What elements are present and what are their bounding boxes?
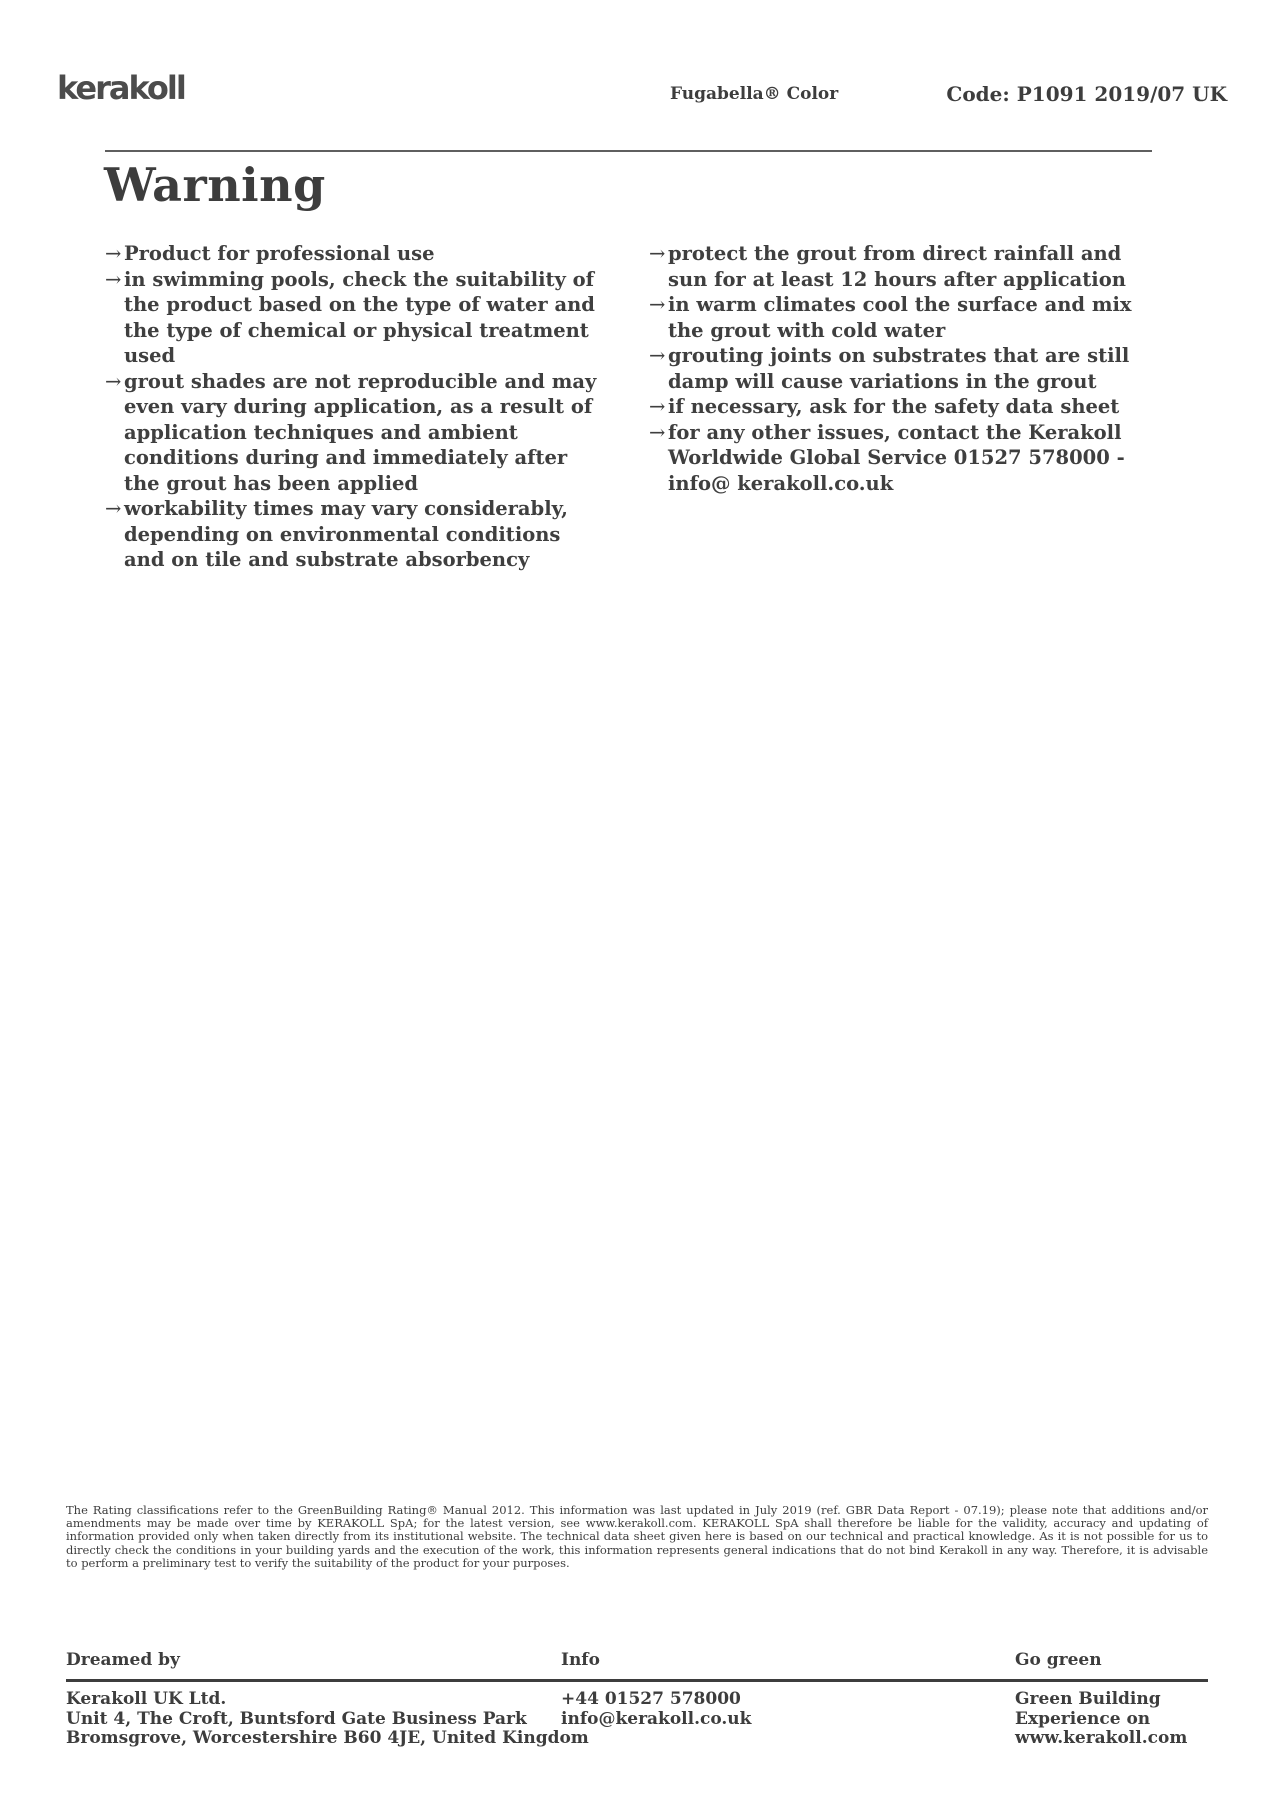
kerakoll-logo: kerakoll xyxy=(57,69,185,107)
footer-company: Kerakoll UK Ltd. xyxy=(66,1689,227,1709)
list-item xyxy=(105,267,605,369)
footer-phone: +44 01527 578000 xyxy=(561,1689,741,1709)
warning-text: protect the grout from direct rainfall and sun for at least 12 hours after application xyxy=(668,242,1126,291)
list-item xyxy=(105,496,605,573)
footer-website: www.kerakoll.com xyxy=(1015,1728,1188,1748)
list-item xyxy=(105,369,605,497)
warning-list-right xyxy=(649,241,1150,496)
title-divider-rule xyxy=(105,150,1152,152)
warning-text: workability times may vary considerably, depending on environmental conditions and on tile and substrate absorbency xyxy=(124,497,568,571)
footer-address-line: Unit 4, The Croft, Buntsford Gate Business Park xyxy=(66,1708,527,1729)
warning-text: for any other issues, contact the Kerakoll Worldwide Global Service 01527 578000 - info@ kerakoll.co.uk xyxy=(668,420,1125,495)
list-item xyxy=(105,241,605,267)
warning-text: if necessary, ask for the safety data sheet xyxy=(668,395,1120,418)
warning-text: in swimming pools, check the suitability of the product based on the type of water and the type of chemical or physical treatment used xyxy=(124,267,595,367)
footer-gogreen-line: Experience on xyxy=(1015,1708,1151,1729)
footer-address-line: Bromsgrove, Worcestershire B60 4JE, United Kingdom xyxy=(66,1728,589,1748)
list-item xyxy=(649,420,1150,497)
warning-text: grouting joints on substrates that are still damp will cause variations in the grout xyxy=(668,344,1130,393)
arrow-bullet-icon: → xyxy=(105,497,122,520)
arrow-bullet-icon: → xyxy=(649,293,666,316)
footer-heading-info: Info xyxy=(561,1650,600,1670)
footer-email: info@kerakoll.co.uk xyxy=(561,1708,752,1729)
warning-text: grout shades are not reproducible and may even vary during application, as a result of application techniques and ambient conditions during and immediately after the grout has been applied xyxy=(124,369,597,495)
footer-gogreen-line: Green Building xyxy=(1015,1689,1161,1709)
footer-heading-go-green: Go green xyxy=(1015,1650,1102,1670)
arrow-bullet-icon: → xyxy=(649,344,666,367)
footer-address-block xyxy=(66,1690,589,1749)
header-document-code: Code: P1091 2019/07 UK xyxy=(946,82,1227,106)
arrow-bullet-icon: → xyxy=(105,242,122,265)
list-item xyxy=(649,343,1150,394)
header-product-name: Fugabella® Color xyxy=(670,84,839,104)
warning-list-left xyxy=(105,241,605,573)
arrow-bullet-icon: → xyxy=(649,420,666,444)
arrow-bullet-icon: → xyxy=(105,267,122,291)
footer-divider-rule xyxy=(66,1679,1208,1682)
list-item xyxy=(649,292,1150,343)
warning-text: Product for professional use xyxy=(124,242,435,265)
footer-contact-block xyxy=(561,1690,751,1729)
arrow-bullet-icon: → xyxy=(105,369,122,393)
arrow-bullet-icon: → xyxy=(649,395,666,418)
page-title: Warning xyxy=(104,158,326,212)
footer xyxy=(66,1650,1208,1770)
footer-gogreen-block xyxy=(1015,1690,1187,1749)
legal-disclaimer: The Rating classifications refer to the GreenBuilding Rating® Manual 2012. This information was last updated in July 2019 (ref. GBR Data Report - 07.19); please note that additions and/or amendments may be made over time by KERAKOLL SpA; for the latest version, see www.kerakoll.com. KERAKOLL SpA shall therefore be liable for the validity, accuracy and updating of information provided only when taken directly from its institutional website. The technical data sheet given here is based on our technical and practical knowledge. As it is not possible for us to directly check the conditions in your building yards and the execution of the work, this information represents general indications that do not bind Kerakoll in any way. Therefore, it is advisable to perform a preliminary test to verify the suitability of the product for your purposes. xyxy=(66,1503,1208,1570)
list-item xyxy=(649,241,1150,292)
footer-heading-dreamed-by: Dreamed by xyxy=(66,1650,180,1670)
warning-text: in warm climates cool the surface and mix the grout with cold water xyxy=(668,293,1132,342)
list-item xyxy=(649,394,1150,420)
arrow-bullet-icon: → xyxy=(649,242,666,265)
